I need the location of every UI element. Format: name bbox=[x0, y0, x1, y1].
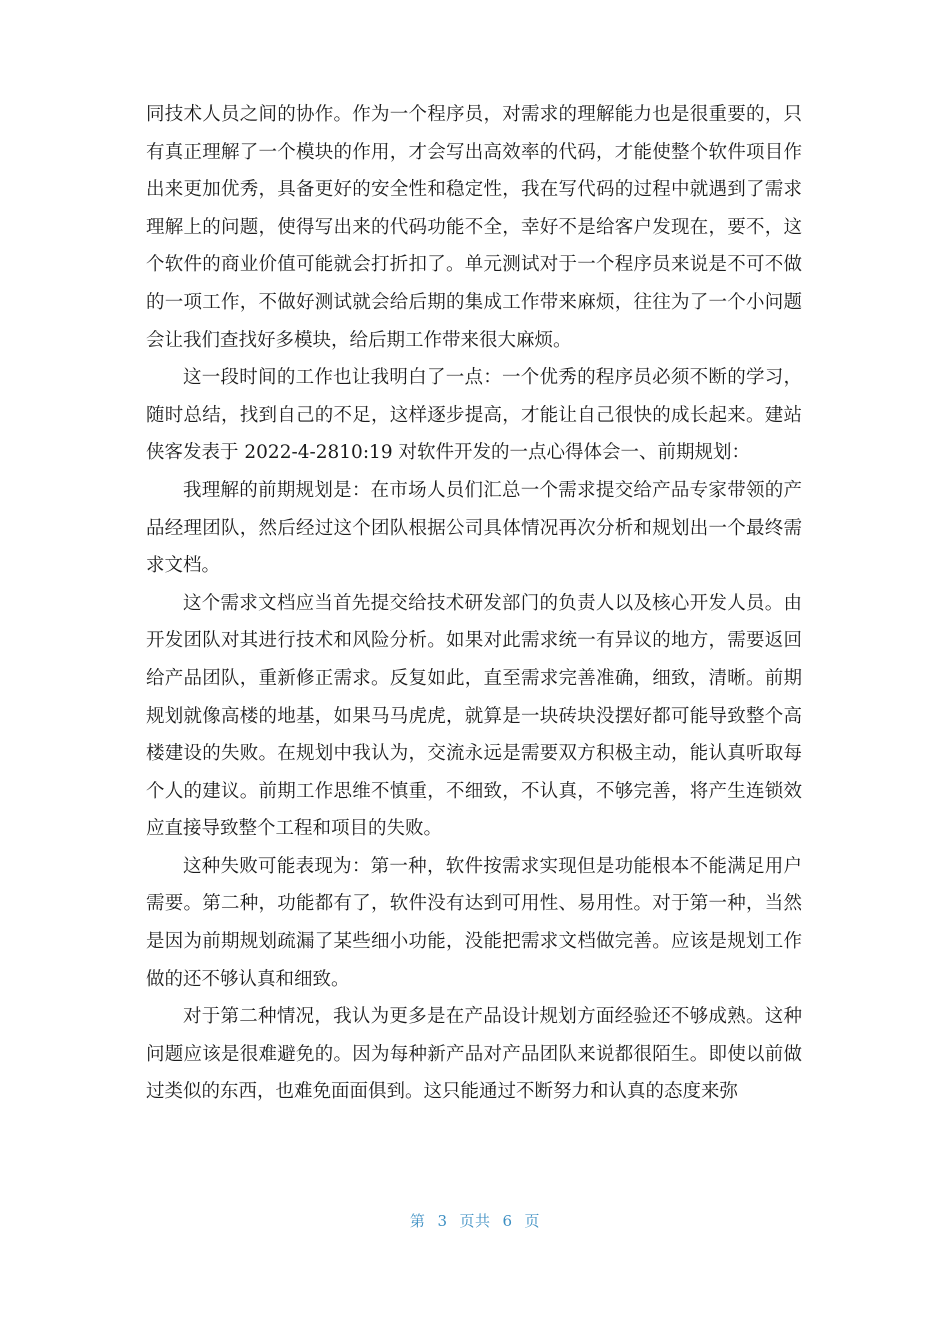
paragraph-6: 对于第二种情况，我认为更多是在产品设计规划方面经验还不够成熟。这种问题应该是很难避免的。因为每种新产品对产品团队来说都很陌生。即使以前做过类似的东西，也难免面面俱到。这只能通过不断努力和认真的态度来弥 bbox=[146, 1006, 802, 1103]
paragraph-2: 这一段时间的工作也让我明白了一点：一个优秀的程序员必须不断的学习，随时总结，找到自己的不足，这样逐步提高，才能让自己很快的成长起来。建站侠客发表于 2022-4-2810:19 对软件开发的一点心得体会一、前期规划： bbox=[146, 367, 802, 464]
footer-suffix: 页 bbox=[524, 1212, 541, 1230]
paragraph-3: 我理解的前期规划是：在市场人员们汇总一个需求提交给产品专家带领的产品经理团队，然后经过这个团队根据公司具体情况再次分析和规划出一个最终需求文档。 bbox=[146, 479, 802, 577]
document-body bbox=[146, 96, 802, 1111]
paragraph-4: 这个需求文档应当首先提交给技术研发部门的负责人以及核心开发人员。由开发团队对其进行技术和风险分析。如果对此需求统一有异议的地方，需要返回给产品团队，重新修正需求。反复如此，直至需求完善准确，细致，清晰。前期规划就像高楼的地基，如果马马虎虎，就算是一块砖块没摆好都可能导致整个高楼建设的失败。在规划中我认为，交流永远是需要双方积极主动，能认真听取每个人的建议。前期工作思维不慎重，不细致，不认真，不够完善，将产生连锁效应直接导致整个工程和项目的失败。 bbox=[146, 592, 802, 840]
page-footer bbox=[0, 1210, 950, 1231]
footer-prefix: 第 bbox=[409, 1212, 426, 1230]
footer-current-page: 3 bbox=[437, 1212, 448, 1230]
footer-middle: 页共 bbox=[459, 1212, 491, 1230]
footer-total-pages: 6 bbox=[502, 1212, 513, 1230]
paragraph-5: 这种失败可能表现为：第一种，软件按需求实现但是功能根本不能满足用户需要。第二种，功能都有了，软件没有达到可用性、易用性。对于第一种，当然是因为前期规划疏漏了某些细小功能，没能把需求文档做完善。应该是规划工作做的还不够认真和细致。 bbox=[146, 855, 802, 990]
paragraph-1: 同技术人员之间的协作。作为一个程序员，对需求的理解能力也是很重要的，只有真正理解了一个模块的作用，才会写出高效率的代码，才能使整个软件项目作出来更加优秀，具备更好的安全性和稳定性，我在写代码的过程中就遇到了需求理解上的问题，使得写出来的代码功能不全，幸好不是给客户发现在，要不，这个软件的商业价值可能就会打折扣了。单元测试对于一个程序员来说是不可不做的一项工作，不做好测试就会给后期的集成工作带来麻烦，往往为了一个小问题会让我们查找好多模块，给后期工作带来很大麻烦。 bbox=[146, 104, 802, 351]
